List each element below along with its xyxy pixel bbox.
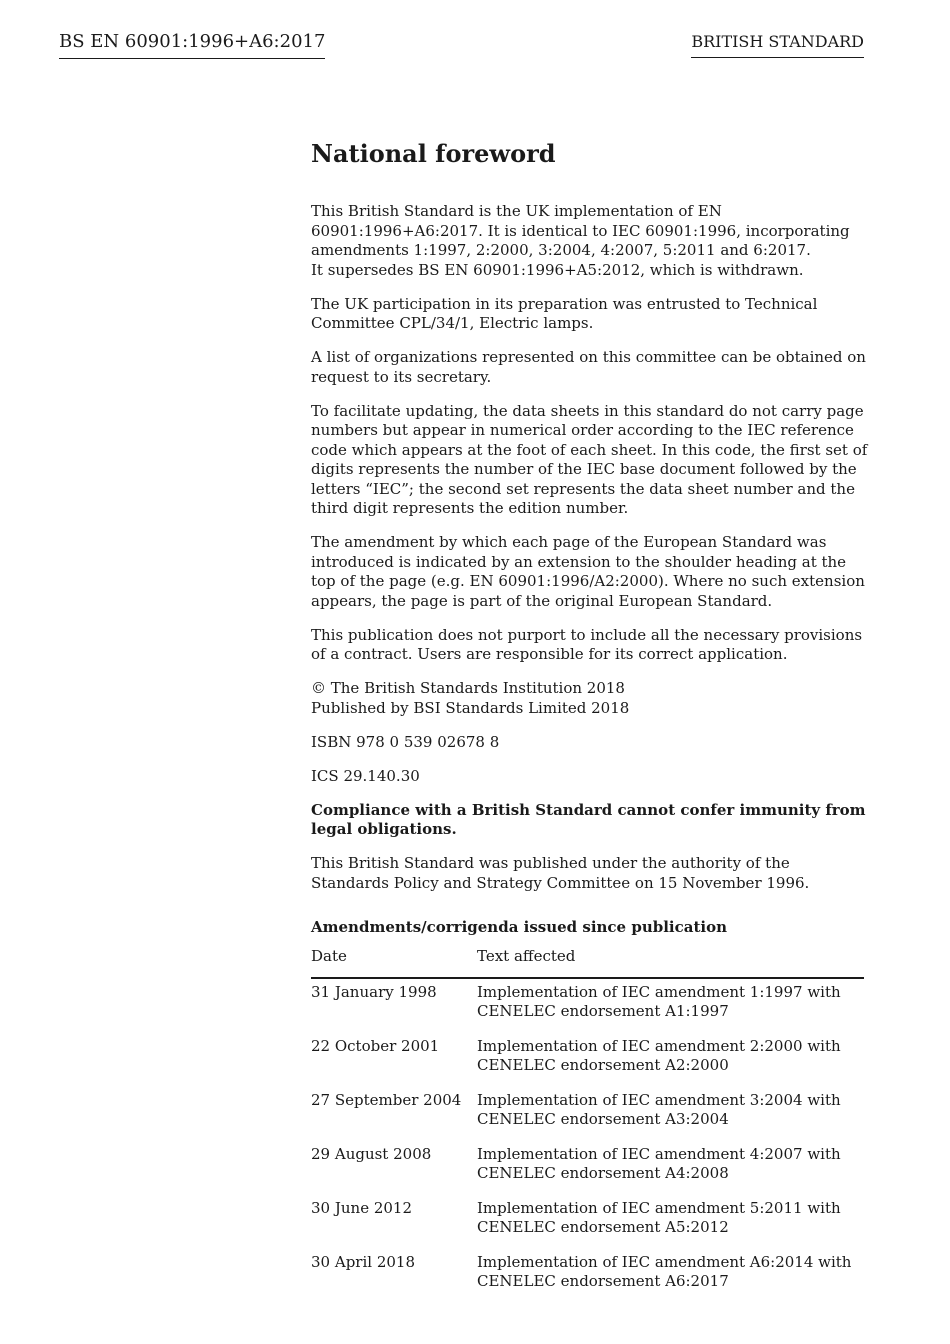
- foreword-body: [311, 139, 868, 1307]
- paragraph-amendment-indication: [311, 533, 864, 611]
- document-type: BRITISH STANDARD: [691, 31, 864, 58]
- text-line: The UK participation in its preparation was entrusted to Technical: [311, 294, 818, 313]
- text-line: legal obligations.: [311, 820, 457, 838]
- paragraph-disclaimer: [311, 626, 864, 665]
- text-line: code which appears at the foot of each sheet. In this code, the first set of: [311, 440, 868, 459]
- text-line: To facilitate updating, the data sheets in this standard do not carry page: [311, 401, 864, 420]
- text-line: request to its secretary.: [311, 367, 492, 386]
- amendment-date: 30 April 2018: [311, 1252, 415, 1271]
- text-line: CENELEC endorsement A6:2017: [477, 1272, 729, 1290]
- amendment-text: [477, 1253, 864, 1307]
- paragraph-authority: [311, 854, 864, 893]
- text-line: Implementation of IEC amendment A6:2014 with: [477, 1252, 852, 1271]
- amendment-date: 27 September 2004: [311, 1090, 462, 1109]
- text-line: of a contract. Users are responsible for its correct application.: [311, 645, 788, 663]
- text-line: Committee CPL/34/1, Electric lamps.: [311, 314, 594, 332]
- paragraph-isbn: [311, 733, 864, 753]
- text-line: CENELEC endorsement A4:2008: [477, 1164, 729, 1182]
- column-header-date: Date: [311, 947, 477, 978]
- paragraph-updating: [311, 401, 868, 519]
- text-line: Implementation of IEC amendment 2:2000 with: [477, 1036, 841, 1055]
- amendment-text: [477, 1091, 864, 1145]
- paragraph-ics: [311, 767, 864, 787]
- table-header-row: [311, 947, 864, 978]
- text-line: ISBN 978 0 539 02678 8: [311, 732, 500, 751]
- text-line: appears, the page is part of the original European Standard.: [311, 591, 773, 610]
- table-row: [311, 978, 864, 1037]
- text-line: This publication does not purport to include all the necessary provisions: [311, 625, 863, 644]
- text-line: Implementation of IEC amendment 5:2011 with: [477, 1198, 841, 1217]
- paragraph-compliance: [311, 801, 864, 840]
- amendment-text: [477, 1145, 864, 1199]
- amendment-date: 22 October 2001: [311, 1036, 440, 1055]
- text-line: numbers but appear in numerical order according to the IEC reference: [311, 421, 854, 439]
- text-line: Implementation of IEC amendment 3:2004 with: [477, 1090, 841, 1109]
- text-line: Implementation of IEC amendment 4:2007 with: [477, 1144, 841, 1163]
- paragraph-committee: [311, 295, 864, 334]
- amendment-text: [477, 1199, 864, 1253]
- text-line: A list of organizations represented on this committee can be obtained on: [311, 348, 866, 366]
- text-line: digits represents the number of the IEC base document followed by the: [311, 460, 857, 478]
- text-line: 60901:1996+A6:2017. It is identical to IEC 60901:1996, incorporating: [311, 221, 850, 240]
- text-line: The amendment by which each page of the European Standard was: [311, 533, 827, 551]
- table-row: [311, 1145, 864, 1199]
- amendments-heading: Amendments/corrigenda issued since publication: [311, 918, 727, 936]
- amendment-date: 31 January 1998: [311, 982, 437, 1001]
- text-line: This British Standard is the UK implementation of EN: [311, 202, 722, 220]
- text-line: CENELEC endorsement A5:2012: [477, 1218, 729, 1236]
- text-line: © The British Standards Institution 2018: [311, 679, 625, 697]
- text-line: CENELEC endorsement A3:2004: [477, 1110, 729, 1128]
- text-line: introduced is indicated by an extension to the shoulder heading at the: [311, 552, 847, 571]
- text-line: amendments 1:1997, 2:2000, 3:2004, 4:2007, 5:2011 and 6:2017.: [311, 241, 811, 259]
- page-title: National foreword: [311, 139, 556, 168]
- text-line: top of the page (e.g. EN 60901:1996/A2:2000). Where no such extension: [311, 572, 865, 590]
- document-reference: BS EN 60901:1996+A6:2017: [59, 30, 325, 59]
- text-line: third digit represents the edition number.: [311, 499, 629, 517]
- table-row: [311, 1199, 864, 1253]
- amendments-table: [311, 947, 864, 1307]
- table-row: [311, 1037, 864, 1091]
- paragraph-copyright: [311, 679, 864, 718]
- column-header-text-affected: Text affected: [477, 947, 864, 978]
- text-line: Implementation of IEC amendment 1:1997 with: [477, 982, 841, 1001]
- paragraph-organizations: [311, 348, 864, 387]
- text-line: CENELEC endorsement A1:1997: [477, 1002, 729, 1020]
- paragraph-implementation: [311, 202, 864, 280]
- amendment-date: 29 August 2008: [311, 1144, 432, 1163]
- text-line: This British Standard was published under the authority of the: [311, 854, 790, 872]
- text-line: ICS 29.140.30: [311, 766, 420, 785]
- text-line: CENELEC endorsement A2:2000: [477, 1056, 729, 1074]
- table-row: [311, 1253, 864, 1307]
- amendment-text: [477, 1037, 864, 1091]
- amendment-date: 30 June 2012: [311, 1198, 413, 1217]
- text-line: It supersedes BS EN 60901:1996+A5:2012, which is withdrawn.: [311, 260, 804, 279]
- amendment-text: [477, 978, 864, 1037]
- text-line: Standards Policy and Strategy Committee on 15 November 1996.: [311, 873, 810, 892]
- table-row: [311, 1091, 864, 1145]
- text-line: Published by BSI Standards Limited 2018: [311, 698, 630, 717]
- text-line: Compliance with a British Standard cannot confer immunity from: [311, 800, 866, 819]
- text-line: letters “IEC”; the second set represents the data sheet number and the: [311, 479, 855, 498]
